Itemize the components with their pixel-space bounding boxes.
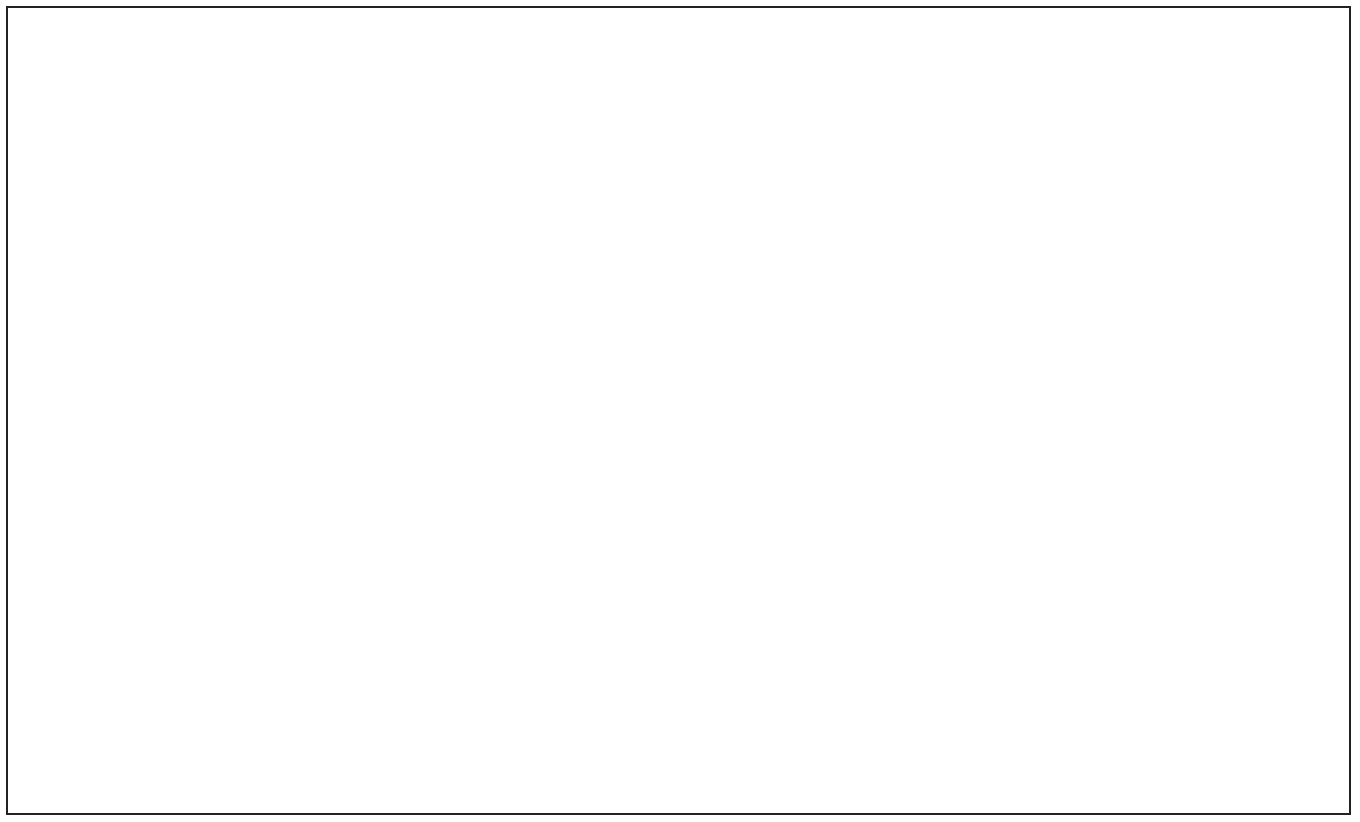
table-border	[6, 6, 1351, 815]
